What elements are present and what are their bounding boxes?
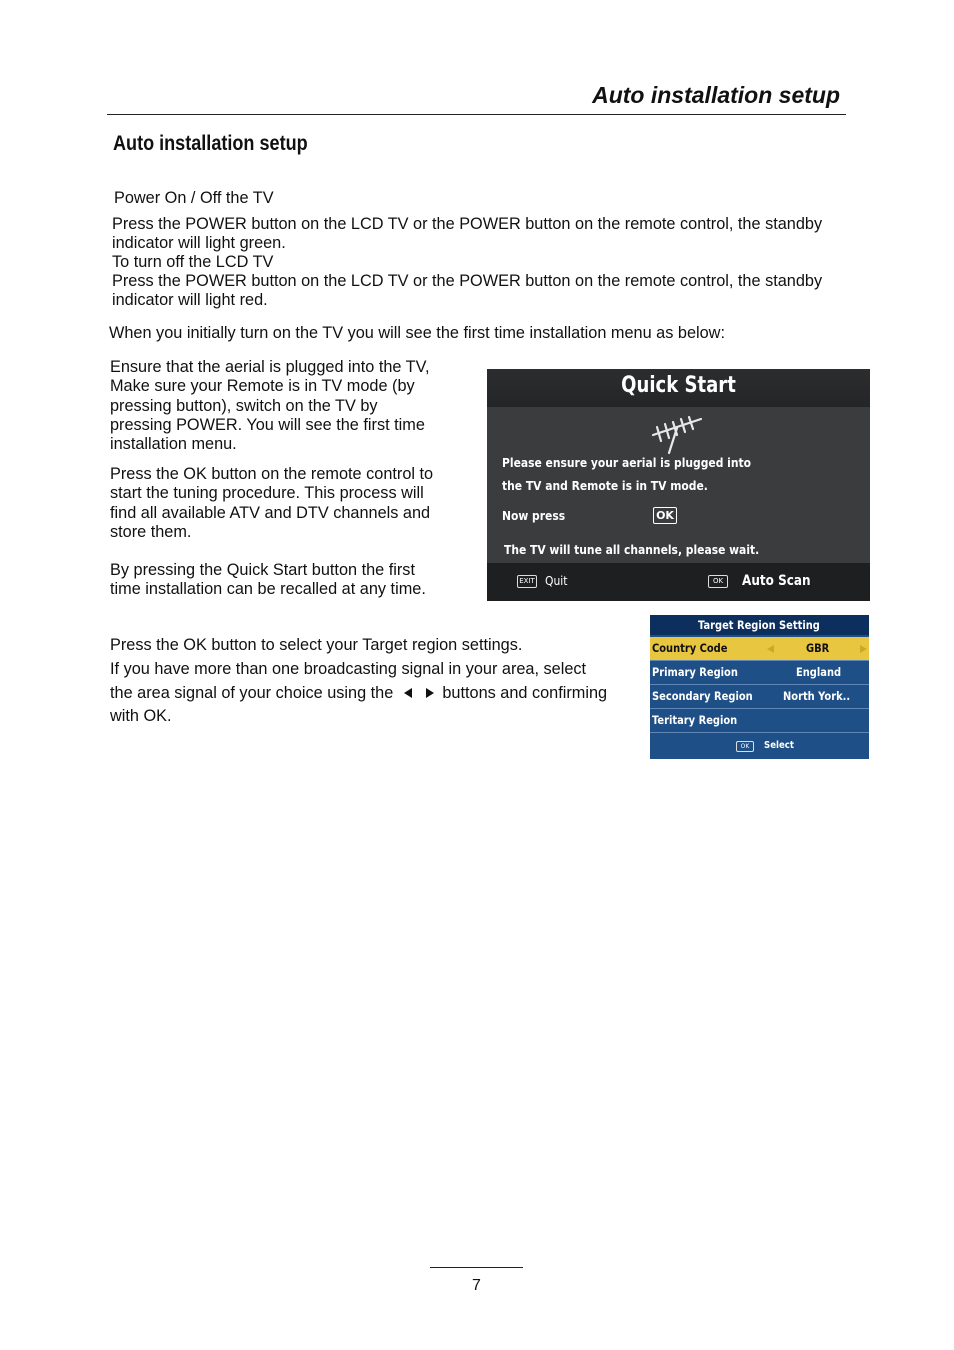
target-region-screen xyxy=(650,615,869,759)
ok-key-icon: OK xyxy=(653,507,677,524)
select-label: Select xyxy=(764,740,795,751)
qs-line-1: Please ensure your aerial is plugged into xyxy=(502,455,752,470)
exit-key-icon: EXIT xyxy=(517,575,537,588)
right-arrow-icon[interactable] xyxy=(860,645,867,653)
region-row-teritary[interactable] xyxy=(650,709,869,733)
text-line: pressing button), switch on the TV by xyxy=(110,396,378,415)
footer-rule xyxy=(430,1267,523,1268)
region-line-4: with OK. xyxy=(110,707,172,725)
scan-key-icon: OK xyxy=(708,575,728,588)
power-line-4: Press the POWER button on the LCD TV or the POWER button on the remote control, the standby xyxy=(112,272,823,290)
ok-key-icon: OK xyxy=(736,741,754,752)
row-value: England xyxy=(796,665,842,679)
region-line-3a: the area signal of your choice using the xyxy=(110,684,394,702)
region-row-country[interactable] xyxy=(650,637,869,661)
qs-tune-message: The TV will tune all channels, please wait. xyxy=(504,542,760,557)
region-line-3 xyxy=(110,682,607,706)
paragraph-aerial xyxy=(110,358,430,454)
region-line-2: If you have more than one broadcasting signal in your area, select xyxy=(110,660,587,678)
quick-start-screen xyxy=(487,369,870,601)
text-line: pressing POWER. You will see the first time xyxy=(110,415,425,434)
intro-text: When you initially turn on the TV you will see the first time installation menu as below: xyxy=(109,324,725,342)
quick-start-title: Quick Start xyxy=(621,373,736,398)
paragraph-recall xyxy=(110,561,426,600)
row-label: Teritary Region xyxy=(652,713,738,727)
paragraph-ok xyxy=(110,465,433,542)
header-rule xyxy=(107,114,846,115)
power-line-5: indicator will light red. xyxy=(112,291,268,309)
text-line: time installation can be recalled at any time. xyxy=(110,580,426,599)
aerial-icon xyxy=(647,413,709,455)
quick-start-footer xyxy=(487,563,870,601)
power-line-1: Press the POWER button on the LCD TV or the POWER button on the remote control, the standby xyxy=(112,215,823,233)
row-label: Primary Region xyxy=(652,665,738,679)
text-line: start the tuning procedure. This process will xyxy=(110,484,424,503)
region-row-primary[interactable] xyxy=(650,661,869,685)
qs-line-2: the TV and Remote is in TV mode. xyxy=(502,478,708,493)
target-region-header xyxy=(650,615,869,635)
row-label: Country Code xyxy=(652,641,728,655)
row-label: Secondary Region xyxy=(652,689,753,703)
running-header-title: Auto installation setup xyxy=(592,82,840,108)
text-line: Press the OK button on the remote control to xyxy=(110,465,434,483)
auto-scan-label: Auto Scan xyxy=(742,573,811,589)
qs-now-press: Now press xyxy=(502,508,566,523)
power-line-2: indicator will light green. xyxy=(112,234,286,252)
region-line-3b: buttons and confirming xyxy=(442,684,608,702)
text-line: installation menu. xyxy=(110,435,237,454)
left-arrow-icon[interactable] xyxy=(767,645,774,653)
quit-label: Quit xyxy=(545,573,568,588)
region-row-secondary[interactable] xyxy=(650,685,869,709)
text-line: Ensure that the aerial is plugged into the TV, xyxy=(110,358,430,376)
text-line: Make sure your Remote is in TV mode (by xyxy=(110,377,415,396)
left-right-arrows-icon xyxy=(402,687,436,699)
row-value: GBR xyxy=(806,641,830,655)
region-line-1: Press the OK button to select your Target region settings. xyxy=(110,636,523,654)
page-number: 7 xyxy=(472,1277,481,1294)
power-heading: Power On / Off the TV xyxy=(114,189,274,207)
text-line: By pressing the Quick Start button the first xyxy=(110,561,415,579)
text-line: store them. xyxy=(110,522,192,541)
row-value: North York.. xyxy=(783,689,851,703)
text-line: find all available ATV and DTV channels and xyxy=(110,503,431,522)
power-line-3: To turn off the LCD TV xyxy=(112,253,274,271)
section-title: Auto installation setup xyxy=(113,132,308,155)
target-region-title: Target Region Setting xyxy=(698,618,820,632)
